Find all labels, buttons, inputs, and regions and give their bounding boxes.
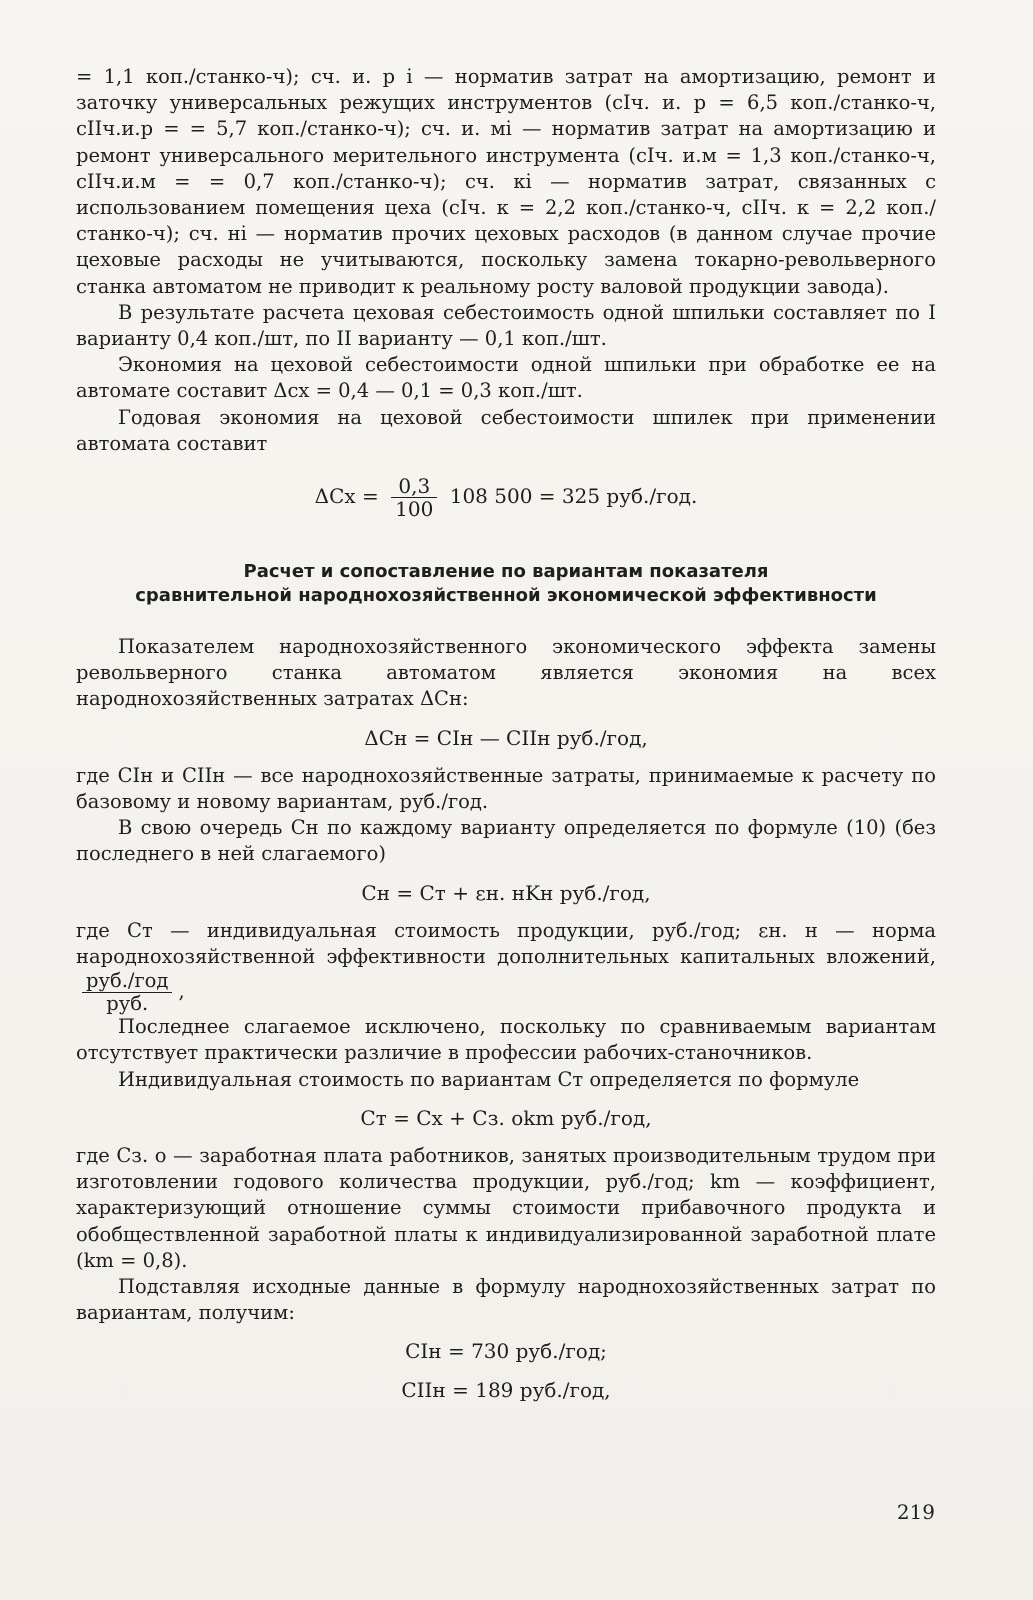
paragraph-where-ct-text: где Cт — индивидуальная стоимость продукции, руб./год; εн. н — норма народнохозяйственной эффективности дополнительных капитальных вложений, — [76, 918, 936, 969]
paragraph-where-ct — [76, 918, 936, 1014]
formula-cn: Cн = Cт + εн. нKн руб./год, — [361, 880, 651, 905]
formula-fraction — [391, 475, 437, 520]
paragraph-result: В результате расчета цеховая себестоимость одной шпильки составляет по I варианту 0,4 коп./шт, по II варианту — 0,1 коп./шт. — [76, 300, 936, 351]
fraction-denominator: 100 — [395, 497, 434, 522]
section-heading — [76, 560, 936, 608]
formula-national-cost: ΔCн = CIн — CIIн руб./год, — [364, 725, 648, 750]
paragraph-substituting: Подставляя исходные данные в формулу народнохозяйственных затрат по вариантам, получим: — [76, 1274, 936, 1325]
formula-right: 108 500 = 325 руб./год. — [449, 484, 698, 509]
paragraph-annual-economy: Годовая экономия на цеховой себестоимости шпилек при применении автомата составит — [76, 405, 936, 455]
heading-line-1: Расчет и сопоставление по вариантам показателя — [243, 561, 769, 583]
paragraph-economy: Экономия на цеховой себестоимости одной шпильки при обработке ее на автомате составит Δcх = 0,4 — 0,1 = 0,3 коп./шт. — [76, 353, 936, 403]
unit-numerator: руб./год — [82, 970, 172, 992]
heading-line-2: сравнительной народнохозяйственной экономической эффективности — [135, 585, 877, 607]
paragraph-where-cn: где CIн и CIIн — все народнохозяйственные затраты, принимаемые к расчету по базовому и новому вариантам, руб./год. — [76, 763, 936, 814]
paragraph-individual-cost: Индивидуальная стоимость по вариантам Cт определяется по формуле — [118, 1067, 860, 1091]
formula-left: ΔCх = — [314, 484, 379, 509]
formula-cn-variant-2: CIIн = 189 руб./год, — [401, 1377, 611, 1402]
paragraph-turn: В свою очередь Cн по каждому варианту определяется по формуле (10) (без последнего в ней слагаемого) — [76, 816, 936, 866]
unit-fraction — [82, 970, 172, 1014]
unit-tail: , — [178, 979, 185, 1003]
formula-annual-economy — [76, 475, 936, 520]
unit-denominator: руб. — [106, 991, 149, 1015]
paragraph-excluded: Последнее слагаемое исключено, поскольку по сравниваемым вариантам отсутствует практически различие в профессии рабочих-станочников. — [76, 1015, 936, 1065]
page-number: 219 — [896, 1500, 935, 1524]
paragraph-where-czo: где Cз. о — заработная плата работников, занятых производительным трудом при изготовлении годового количества продукции, руб./год; km — коэффициент, характеризующий отношение суммы стоимости прибавочного продукта и обобществленной заработной платы к индивидуализированной заработной плате (km = 0,8). — [76, 1143, 936, 1272]
text-column — [76, 64, 936, 1415]
formula-ct: Cт = Cх + Cз. оkm руб./год, — [360, 1105, 652, 1130]
paragraph-norms: = 1,1 коп./станко-ч); cч. и. р i — норматив затрат на амортизацию, ремонт и заточку универсальных режущих инструментов (cIч. и. р = 6,5 коп./станко-ч, cIIч.и.р = = 5,7 коп./станко-ч); cч. и. мi — норматив затрат на амортизацию и ремонт универсального мерительного инструмента (cIч. и.м = 1,3 коп./станко-ч, cIIч.и.м = = 0,7 коп./станко-ч); cч. кi — норматив затрат, связанных с использованием помещения цеха (cIч. к = 2,2 коп./станко-ч, cIIч. к = 2,2 коп./станко-ч); cч. нi — норматив прочих цеховых расходов (в данном случае прочие цеховые расходы не учитываются, поскольку замена токарно-револьверного станка автоматом не приводит к реальному росту валовой продукции завода). — [76, 65, 936, 298]
paragraph-indicator: Показателем народнохозяйственного экономического эффекта замены револьверного станка автоматом является экономия на всех народнохозяйственных затратах ΔCн: — [76, 635, 936, 711]
formula-cn-variant-1: CIн = 730 руб./год; — [405, 1339, 607, 1364]
fraction-numerator: 0,3 — [391, 475, 437, 498]
